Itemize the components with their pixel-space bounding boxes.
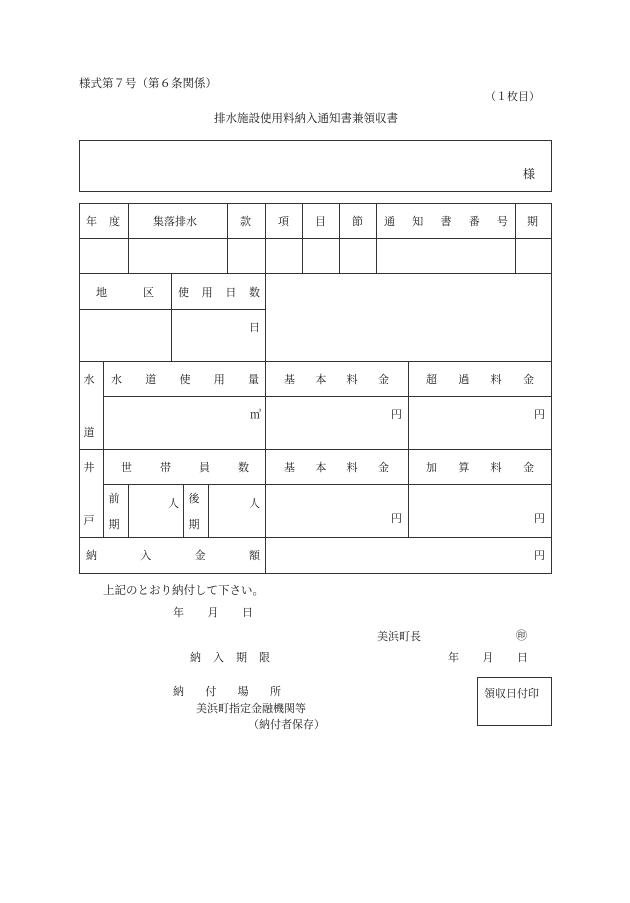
well-households-label: 世 帯 員 数 (121, 461, 249, 474)
district-label: 地 区 (96, 286, 154, 299)
payment-place-label: 納 付 場 所 (173, 685, 281, 698)
divider (265, 274, 266, 362)
keep-note: （納付者保存） (248, 718, 325, 731)
divider (79, 537, 552, 538)
addressee-box (79, 140, 552, 192)
divider (79, 309, 266, 310)
water-excess-fee-label: 超 過 料 金 (426, 373, 534, 386)
divider (79, 361, 552, 362)
next-period-label: 後 期 (188, 492, 200, 531)
water-usage-label: 水 道 使 用 量 (111, 373, 259, 386)
header-ki: 期 (527, 215, 538, 228)
well-basic-fee-label: 基 本 料 金 (284, 461, 389, 474)
well-added-fee-label: 加 算 料 金 (426, 461, 534, 474)
divider (408, 449, 409, 537)
header-category: 集落排水 (153, 215, 197, 228)
header-kan: 款 (240, 215, 251, 228)
payment-place-value: 美浜町指定金融機関等 (196, 702, 306, 715)
sheet-label: （１枚目） (485, 90, 540, 103)
mayor-name: 美浜町長 (377, 630, 421, 643)
divider (265, 361, 266, 449)
divider (128, 484, 129, 537)
issue-date: 年 月 日 (173, 606, 253, 619)
divider (171, 274, 172, 362)
due-date: 年 月 日 (448, 651, 528, 664)
yen-unit: 円 (391, 408, 402, 421)
divider (103, 361, 104, 449)
divider (376, 203, 377, 274)
divider (79, 238, 552, 239)
header-kou: 項 (278, 215, 289, 228)
day-unit: 日 (249, 321, 260, 334)
divider (183, 484, 184, 537)
page-title: 排水施設使用料納入通知書兼領収書 (214, 111, 398, 125)
seal-mark: ㊞ (516, 629, 527, 642)
header-moku: 目 (315, 215, 326, 228)
divider (265, 203, 266, 274)
honorific: 様 (523, 167, 536, 181)
yen-unit: 円 (534, 512, 545, 525)
divider (339, 203, 340, 274)
header-setsu: 節 (352, 215, 363, 228)
divider (103, 449, 104, 537)
form-number: 様式第７号（第６条関係） (79, 76, 217, 90)
divider (265, 449, 266, 537)
total-label: 納 入 金 額 (86, 549, 260, 562)
divider (103, 484, 552, 485)
days-label: 使 用 日 数 (178, 286, 260, 299)
yen-unit: 円 (534, 408, 545, 421)
divider (302, 203, 303, 274)
unit-m3: ㎥ (250, 408, 261, 421)
yen-unit: 円 (534, 549, 545, 562)
divider (79, 449, 552, 450)
divider (227, 203, 228, 274)
divider (208, 484, 209, 537)
person-unit: 人 (168, 497, 179, 510)
yen-unit: 円 (391, 512, 402, 525)
divider (408, 361, 409, 449)
well-side-label: 井 戸 (83, 461, 95, 527)
divider (128, 203, 129, 274)
divider (103, 396, 552, 397)
header-nendo: 年 度 (86, 215, 120, 228)
divider (265, 537, 266, 574)
person-unit: 人 (249, 497, 260, 510)
divider (515, 203, 516, 274)
water-basic-fee-label: 基 本 料 金 (284, 373, 389, 386)
fee-table (79, 274, 552, 574)
due-label: 納 入 期 限 (190, 651, 270, 664)
header-notice-number: 通 知 書 番 号 (384, 215, 508, 228)
receipt-stamp-label: 領収日付印 (484, 687, 539, 700)
payment-notice: 上記のとおり納付して下さい。 (103, 583, 264, 597)
prev-period-label: 前 期 (108, 492, 120, 531)
receipt-stamp-box (477, 677, 552, 726)
water-side-label: 水 道 (83, 373, 95, 439)
